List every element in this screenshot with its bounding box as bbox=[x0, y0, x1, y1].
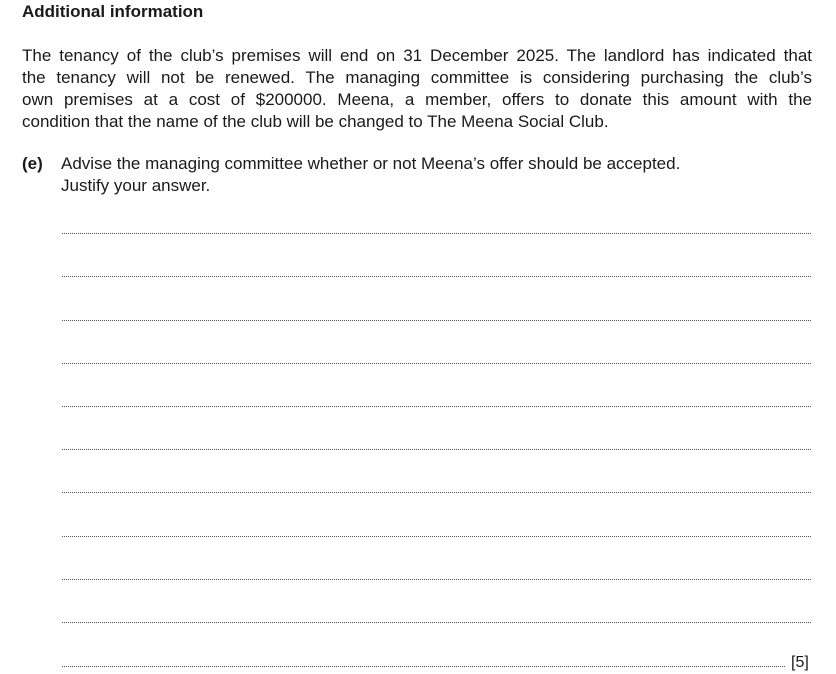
answer-line[interactable] bbox=[62, 492, 811, 493]
answer-line[interactable] bbox=[62, 406, 811, 407]
answer-line[interactable] bbox=[62, 579, 811, 580]
question-text bbox=[61, 153, 811, 197]
answer-line[interactable] bbox=[62, 363, 811, 364]
paragraph-line: The tenancy of the club’s premises will end on 31 December 2025. The landlord has indicated that bbox=[22, 46, 812, 65]
paragraph-line: condition that the name of the club will be changed to The Meena Social Club. bbox=[22, 112, 609, 131]
answer-line[interactable] bbox=[62, 622, 811, 623]
marks-indicator: [5] bbox=[791, 654, 809, 671]
question-line: Advise the managing committee whether or not Meena’s offer should be accepted. bbox=[61, 154, 681, 173]
answer-line[interactable] bbox=[62, 276, 811, 277]
question-label: (e) bbox=[22, 154, 43, 173]
answer-line[interactable] bbox=[62, 536, 811, 537]
question-line: Justify your answer. bbox=[61, 176, 211, 195]
answer-line[interactable] bbox=[62, 233, 811, 234]
paragraph-line: the tenancy will not be renewed. The managing committee is considering purchasing the club’s bbox=[22, 68, 812, 87]
paragraph-line: own premises at a cost of $200000. Meena, a member, offers to donate this amount with the bbox=[22, 90, 812, 109]
answer-line[interactable] bbox=[62, 449, 811, 450]
answer-line[interactable] bbox=[62, 320, 811, 321]
section-heading: Additional information bbox=[22, 2, 204, 21]
context-paragraph bbox=[22, 45, 812, 133]
answer-line[interactable] bbox=[62, 666, 785, 667]
